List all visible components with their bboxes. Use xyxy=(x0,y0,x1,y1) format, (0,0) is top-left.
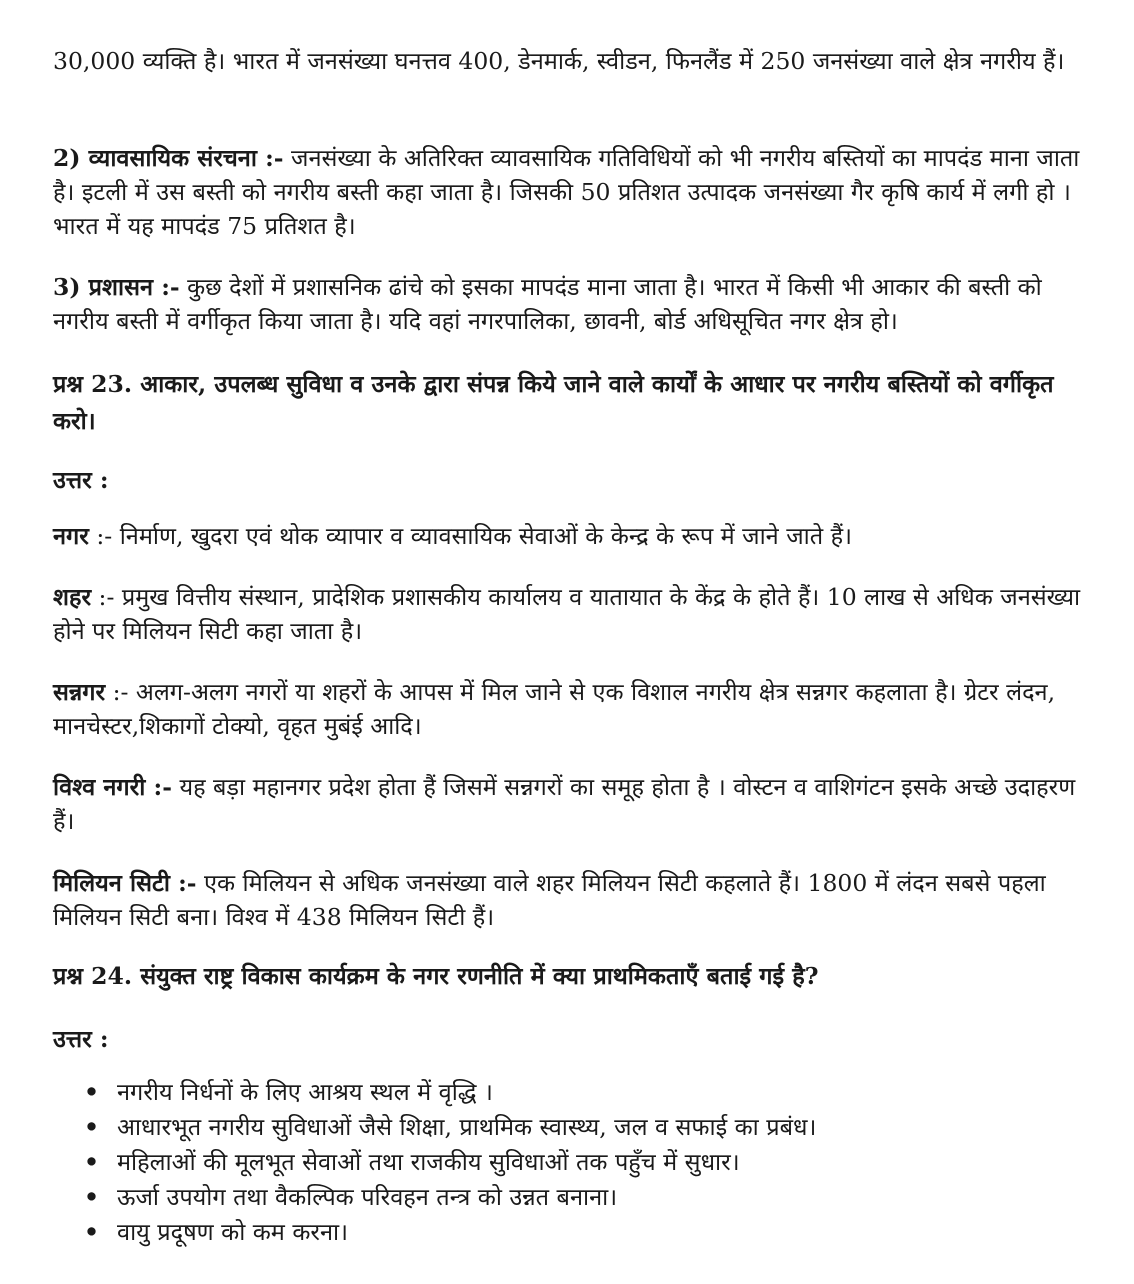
settlement-description: एक मिलियन से अधिक जनसंख्या वाले शहर मिलियन सिटी कहलाते हैं। 1800 में लंदन सबसे पहला मिलियन सिटी बना। विश्व में 438 मिलियन सिटी हैं। xyxy=(53,869,1046,931)
bullet-icon: • xyxy=(84,1113,100,1141)
list-item xyxy=(84,1075,816,1110)
list-item-text: महिलाओं की मूलभूत सेवाओं तथा राजकीय सुविधाओं तक पहुँच में सुधार। xyxy=(117,1148,740,1176)
bullet-icon: • xyxy=(84,1218,100,1246)
settlement-term: नगर xyxy=(53,522,89,550)
question-24-heading: प्रश्न 24. संयुक्त राष्ट्र विकास कार्यक्रम के नगर रणनीति में क्या प्राथमिकताएँ बताई गई है? xyxy=(53,962,819,990)
priorities-list xyxy=(84,1075,816,1250)
settlement-type-shahar xyxy=(53,580,1093,648)
settlement-term: मिलियन सिटी :- xyxy=(53,869,197,897)
list-item xyxy=(84,1110,816,1145)
settlement-description: निर्माण, खुदरा एवं थोक व्यापार व व्यावसायिक सेवाओं के केन्द्र के रूप में जाने जाते हैं। xyxy=(112,522,852,550)
term-separator: :- xyxy=(91,583,115,611)
bullet-icon: • xyxy=(84,1078,100,1106)
criterion-text: कुछ देशों में प्रशासनिक ढांचे को इसका मापदंड माना जाता है। भारत में किसी भी आकार की बस्ती को नगरीय बस्ती में वर्गीकृत किया जाता है। यदि वहां नगरपालिका, छावनी, बोर्ड अधिसूचित नगर क्षेत्र हो। xyxy=(53,273,1042,335)
list-item-text: आधारभूत नगरीय सुविधाओं जैसे शिक्षा, प्राथमिक स्वास्थ्य, जल व सफाई का प्रबंध। xyxy=(117,1113,817,1141)
criterion-occupational-structure xyxy=(53,141,1093,243)
criterion-administration xyxy=(53,270,1093,338)
question-23-heading: प्रश्न 23. आकार, उपलब्ध सुविधा व उनके द्वारा संपन्न किये जाने वाले कार्यों के आधार पर नगरीय बस्तियों को वर्गीकृत करो। xyxy=(53,370,1054,435)
list-item xyxy=(84,1215,816,1250)
settlement-type-world-city xyxy=(53,770,1093,838)
bullet-icon: • xyxy=(84,1148,100,1176)
term-separator: :- xyxy=(105,678,129,706)
list-item-text: ऊर्जा उपयोग तथा वैकल्पिक परिवहन तन्त्र को उन्नत बनाना। xyxy=(117,1183,618,1211)
intro-paragraph xyxy=(53,44,1093,78)
bullet-icon: • xyxy=(84,1183,100,1211)
intro-text: 30,000 व्यक्ति है। भारत में जनसंख्या घनत्तव 400, डेनमार्क, स्वीडन, फिनलैंड में 250 जनसंख्या वाले क्षेत्र नगरीय हैं। xyxy=(53,47,1065,75)
list-item-text: नगरीय निर्धनों के लिए आश्रय स्थल में वृद्धि । xyxy=(117,1078,493,1106)
settlement-description: प्रमुख वित्तीय संस्थान, प्रादेशिक प्रशासकीय कार्यालय व यातायात के केंद्र के होते हैं। 10 लाख से अधिक जनसंख्या होने पर मिलियन सिटी कहा जाता है। xyxy=(53,583,1081,645)
criterion-label: 3) प्रशासन :- xyxy=(53,273,180,301)
list-item-text: वायु प्रदूषण को कम करना। xyxy=(117,1218,349,1246)
list-item xyxy=(84,1145,816,1180)
criterion-label: 2) व्यावसायिक संरचना :- xyxy=(53,144,284,172)
settlement-description: यह बड़ा महानगर प्रदेश होता हैं जिसमें सन्नगरों का समूह होता है । वोस्टन व वाशिगंटन इसके अच्छे उदाहरण हैं। xyxy=(53,773,1076,835)
list-item xyxy=(84,1180,816,1215)
settlement-term: विश्व नगरी :- xyxy=(53,773,172,801)
answer-label: उत्तर : xyxy=(53,466,109,494)
settlement-term: शहर xyxy=(53,583,92,611)
settlement-type-million-city xyxy=(53,866,1093,934)
settlement-description: अलग-अलग नगरों या शहरों के आपस में मिल जाने से एक विशाल नगरीय क्षेत्र सन्नगर कहलाता है। ग्रेटर लंदन, मानचेस्टर,शिकागों टोक्यो, वृहत मुबंई आदि। xyxy=(53,678,1056,740)
settlement-type-nagar xyxy=(53,519,1093,553)
term-separator: :- xyxy=(88,522,113,550)
settlement-type-sannagar xyxy=(53,675,1093,743)
criterion-text: जनसंख्या के अतिरिक्त व्यावसायिक गतिविधियों को भी नगरीय बस्तियों का मापदंड माना जाता है। इटली में उस बस्ती को नगरीय बस्ती कहा जाता है। जिसकी 50 प्रतिशत उत्पादक जनसंख्या गैर कृषि कार्य में लगी हो । भारत में यह मापदंड 75 प्रतिशत है। xyxy=(53,144,1080,240)
answer-label: उत्तर : xyxy=(53,1025,109,1053)
settlement-term: सन्नगर xyxy=(53,678,106,706)
